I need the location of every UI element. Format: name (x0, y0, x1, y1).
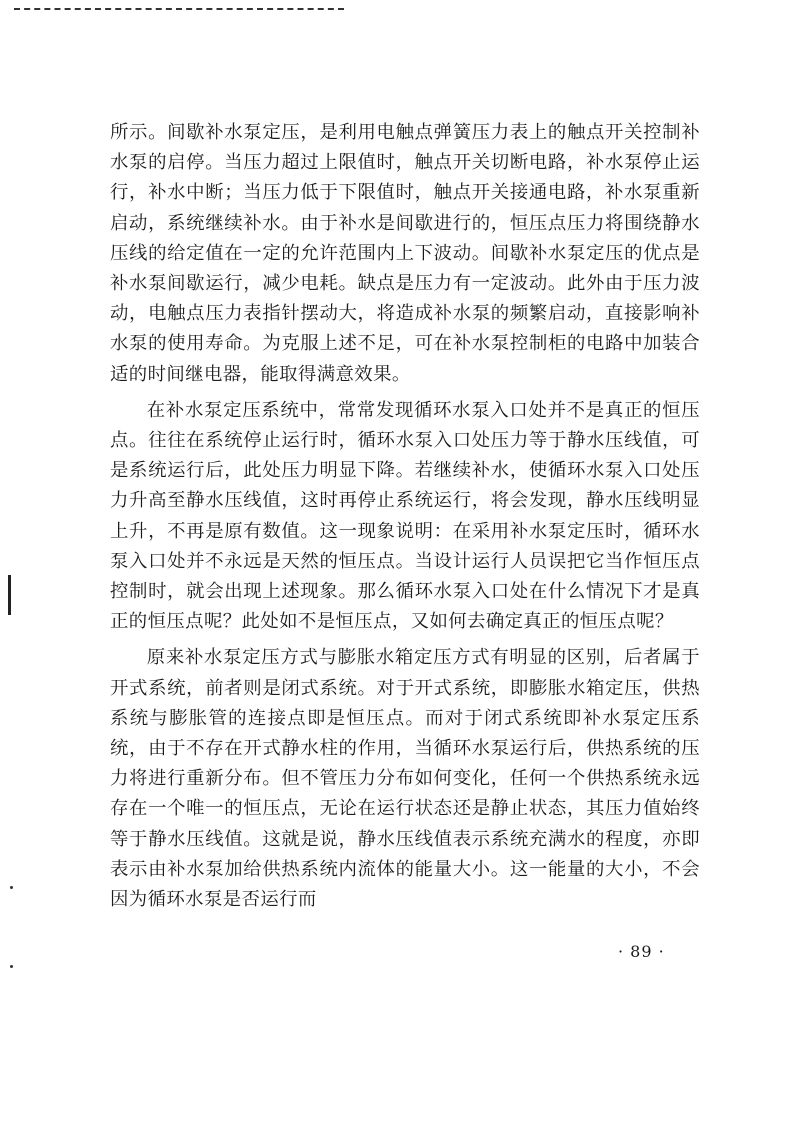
page-body (110, 118, 700, 915)
paragraph-2: 在补水泵定压系统中，常常发现循环水泵入口处并不是真正的恒压点。往往在系统停止运行时，循环水泵入口处压力等于静水压线值，可是系统运行后，此处压力明显下降。若继续补水，使循环水泵入口处压力升高至静水压线值，这时再停止系统运行，将会发现，静水压线明显上升，不再是原有数值。这一现象说明：在采用补水泵定压时，循环水泵入口处并不永远是天然的恒压点。当设计运行人员误把它当作恒压点控制时，就会出现上述现象。那么循环水泵入口处在什么情况下才是真正的恒压点呢？此处如不是恒压点，又如何去确定真正的恒压点呢？ (110, 399, 700, 633)
header-rule (14, 8, 344, 10)
margin-dot (10, 886, 13, 889)
margin-dot (10, 965, 13, 968)
paragraph-3: 原来补水泵定压方式与膨胀水箱定压方式有明显的区别，后者属于开式系统，前者则是闭式系统。对于开式系统，即膨胀水箱定压，供热系统与膨胀管的连接点即是恒压点。而对于闭式系统即补水泵定压系统，由于不存在开式静水柱的作用，当循环水泵运行后，供热系统的压力将进行重新分布。但不管压力分布如何变化，任何一个供热系统永远存在一个唯一的恒压点，无论在运行状态还是静止状态，其压力值始终等于静水压线值。这就是说，静水压线值表示系统充满水的程度，亦即表示由补水泵加给供热系统内流体的能量大小。这一能量的大小，不会因为循环水泵是否运行而 (110, 647, 700, 911)
margin-mark (8, 575, 11, 615)
page-number: · 89 · (618, 942, 665, 961)
paragraph-1: 所示。间歇补水泵定压，是利用电触点弹簧压力表上的触点开关控制补水泵的启停。当压力超过上限值时，触点开关切断电路，补水泵停止运行，补水中断；当压力低于下限值时，触点开关接通电路，补水泵重新启动，系统继续补水。由于补水是间歇进行的，恒压点压力将围绕静水压线的给定值在一定的允许范围内上下波动。间歇补水泵定压的优点是补水泵间歇运行，减少电耗。缺点是压力有一定波动。此外由于压力波动，电触点压力表指针摆动大，将造成补水泵的频繁启动，直接影响补水泵的使用寿命。为克服上述不足，可在补水泵控制柜的电路中加装合适的时间继电器，能取得满意效果。 (110, 122, 700, 385)
